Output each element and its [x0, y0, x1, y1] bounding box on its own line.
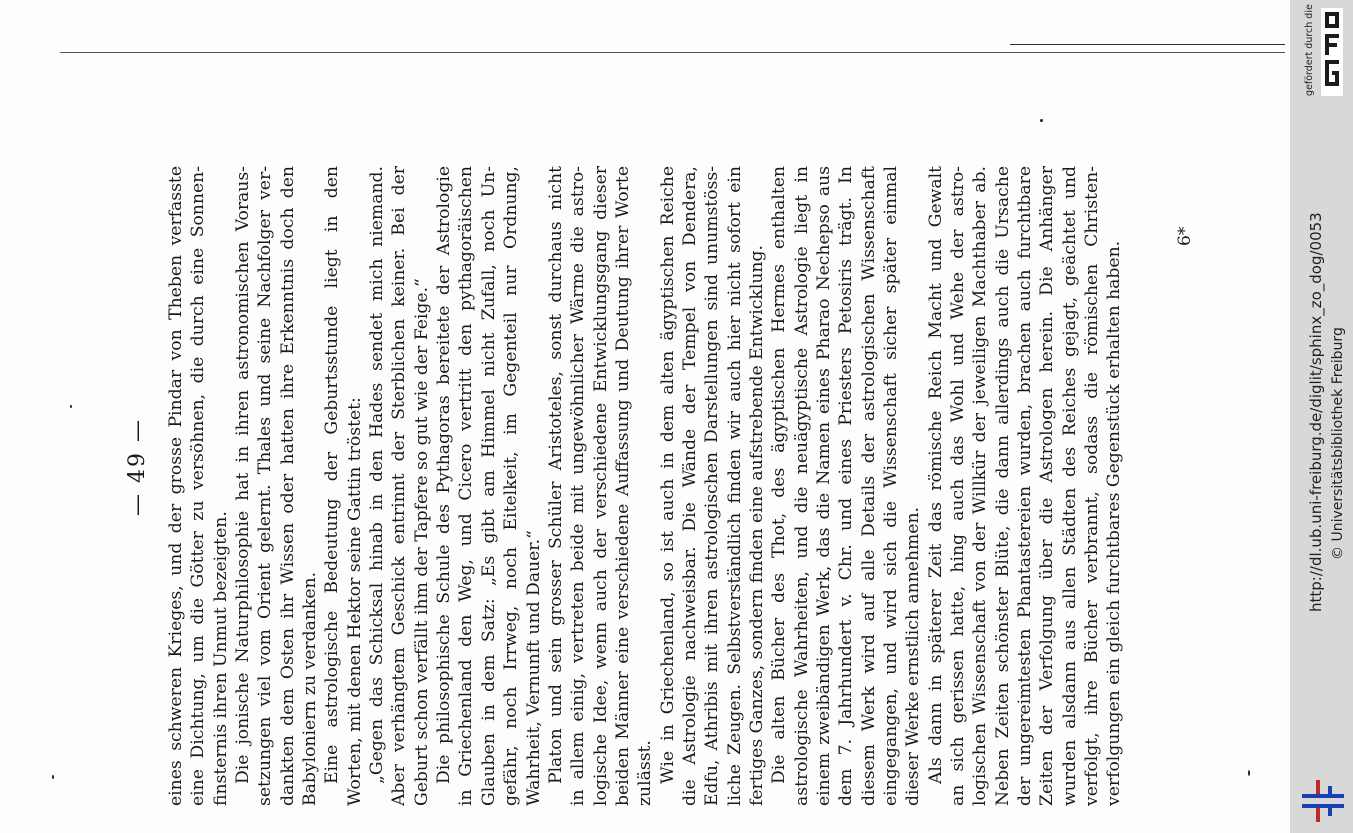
- text-line: der ungereimtesten Phantastereien wurden, brachen auch furchtbare: [1015, 166, 1036, 806]
- library-logo: [1300, 778, 1350, 824]
- text-line: dem 7. Jahrhundert v. Chr. und eines Priesters Petosiris trägt. In: [836, 166, 857, 806]
- page-edge-line: [1010, 44, 1285, 45]
- scan-speck: [1040, 119, 1043, 122]
- text-line: Geburt schon verfällt ihm der Tapfere so gut wie der Feige.“: [411, 278, 432, 806]
- text-line: eingegangen, und wird sich die Wissenschaft sicher später einmal: [881, 166, 901, 806]
- text-line: logischen Wissenschaft von der Willkür der jeweiligen Machthaber ab.: [970, 166, 991, 806]
- page-edge-line: [60, 52, 1285, 53]
- text-line: setzungen viel vom Orient gelernt. Thales und seine Nachfolger ver-: [255, 166, 276, 806]
- text-line: logische Idee, wenn auch der verschiedene Entwicklungsgang dieser: [590, 166, 611, 806]
- text-line: Eine astrologische Bedeutung der Geburtsstunde liegt in den: [322, 166, 343, 784]
- text-line: astrologische Wahrheiten, und die neuägyptische Astrologie liegt in: [791, 166, 812, 806]
- page-number: — 49 —: [125, 418, 150, 516]
- text-line: beiden Männer eine verschiedene Auffassung und Deutung ihrer Worte: [612, 166, 633, 806]
- text-line: dankten dem Osten ihr Wissen oder hatten ihre Erkenntnis doch den: [277, 166, 298, 806]
- text-line: Glauben in dem Satz: „Es gibt am Himmel nicht Zufall, noch Un-: [478, 166, 499, 806]
- text-line: eine Dichtung, um die Götter zu versöhnen, die durch eine Sonnen-: [188, 166, 209, 806]
- scan-speck: [70, 405, 72, 408]
- text-line: Edfu, Athribis mit ihren astrologischen Darstellungen sind unumstöss-: [702, 166, 723, 806]
- text-line: Wahrheit, Vernunft und Dauer.“: [523, 530, 544, 806]
- text-line: gefähr, noch Irrweg, noch Eitelkeit, im Gegenteil nur Ordnung,: [501, 166, 522, 806]
- text-line: Worten, mit denen Hektor seine Gattin tröstet:: [344, 397, 365, 806]
- text-line: einem zweibändigen Werk, das die Namen eines Pharao Nechepso aus: [813, 166, 834, 806]
- text-line: Die philosophische Schule des Pythagoras bereitete der Astrologie: [434, 166, 455, 784]
- text-line: zulässt.: [635, 740, 656, 806]
- text-line: „Gegen das Schicksal hinab in den Hades sendet mich niemand.: [367, 166, 388, 784]
- text-line: Platon und sein grosser Schüler Aristoteles, sonst durchaus nicht: [545, 166, 566, 784]
- text-line: finsternis ihren Unmut bezeigten.: [210, 511, 231, 806]
- text-line: Die jonische Naturphilosophie hat in ihren astronomischen Voraus-: [233, 166, 254, 784]
- signature-mark: 6*: [1175, 226, 1195, 246]
- text-line: eines schweren Krieges, und der grosse Pindar von Theben verfasste: [166, 166, 186, 806]
- scan-speck: [1248, 770, 1250, 776]
- text-line: Als dann in späterer Zeit das römische Reich Macht und Gewalt: [925, 166, 946, 784]
- text-line: Aber verhängtem Geschick entrinnt der Sterblichen keiner. Bei der: [389, 166, 410, 806]
- text-line: Neben Zeiten schönster Blüte, die dann allerdings auch die Ursache: [992, 166, 1013, 806]
- text-line: verfolgt, ihre Bücher verbrannt, sodass die römischen Christen-: [1082, 166, 1103, 806]
- text-line: wurden alsdann aus allen Städten des Reiches gejagt, geächtet und: [1059, 166, 1080, 806]
- text-line: in Griechenland den Weg, und Cicero vertritt den pythagoräischen: [456, 166, 477, 806]
- permalink-url[interactable]: http://dl.ub.uni-freiburg.de/diglit/sphinx_zo_dog/0053: [1307, 212, 1325, 612]
- text-line: Babyloniern zu verdanken.: [300, 571, 321, 806]
- text-line: dieser Werke ernstlich annehmen.: [903, 506, 924, 806]
- dfg-caption: gefördert durch die: [1304, 4, 1315, 96]
- text-line: in allem einig, vertreten beide mit ungewöhnlicher Wärme die astro-: [568, 166, 589, 806]
- text-line: Wie in Griechenland, so ist auch in dem alten ägyptischen Reiche: [657, 166, 678, 784]
- text-line: verfolgungen ein gleich furchtbares Gegenstück erhalten haben.: [1104, 240, 1125, 806]
- text-line: fertiges Ganzes, sondern finden eine aufstrebende Entwicklung.: [746, 245, 767, 806]
- page-body-text: [165, 166, 1126, 806]
- scan-speck: [52, 775, 54, 779]
- text-line: diesem Werk wird auf alle Details der astrologischen Wissenschaft: [858, 166, 879, 806]
- text-line: die Astrologie nachweisbar. Die Wände der Tempel von Dendera,: [679, 166, 700, 806]
- text-line: liche Zeugen. Selbstverständlich finden wir auch hier nicht sofort ein: [724, 166, 745, 806]
- text-line: Zeiten der Verfolgung über die Astrologen herein. Die Anhänger: [1037, 166, 1058, 806]
- text-line: Die alten Bücher des Thot, des ägyptischen Hermes enthalten: [769, 166, 790, 784]
- text-line: an sich gerissen hatte, hing auch das Wohl und Wehe der astro-: [948, 166, 969, 806]
- copyright-notice: © Universitätsbibliothek Freiburg: [1330, 327, 1346, 560]
